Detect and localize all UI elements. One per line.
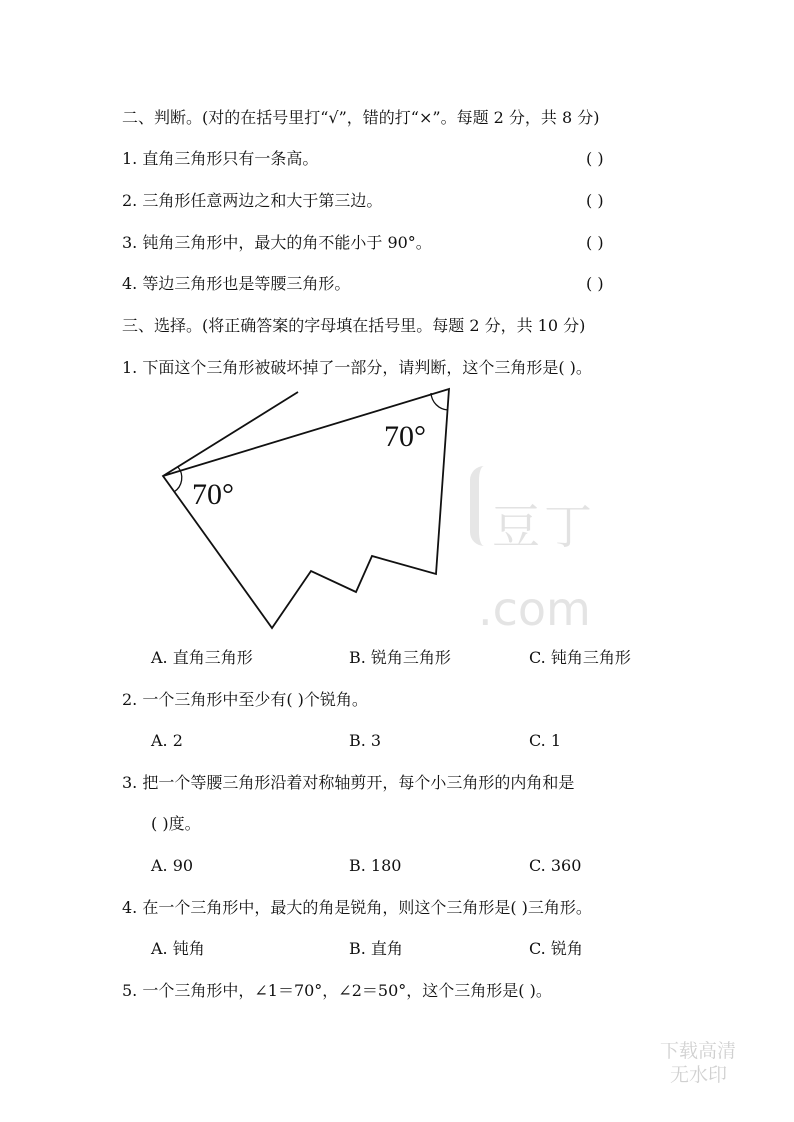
q2-option-c[interactable]: C. 1 (529, 731, 562, 750)
choice-question-3: 3. 把一个等腰三角形沿着对称轴剪开，每个小三角形的内角和是 (122, 773, 575, 792)
section3-header: 三、选择。(将正确答案的字母填在括号里。每题 2 分，共 10 分) (122, 316, 586, 335)
answer-blank-1[interactable]: ( ) (586, 149, 604, 168)
q3-option-c[interactable]: C. 360 (529, 856, 582, 875)
q4-option-a[interactable]: A. 钝角 (151, 939, 205, 958)
judge-question-3: 3. 钝角三角形中，最大的角不能小于 90°。 (122, 233, 432, 252)
angle-arc-right (431, 393, 448, 410)
choice-question-4: 4. 在一个三角形中，最大的角是锐角，则这个三角形是( )三角形。 (122, 898, 592, 917)
q2-option-b[interactable]: B. 3 (349, 731, 382, 750)
angle-label-left: 70° (192, 478, 234, 511)
section2-header: 二、判断。(对的在括号里打“√”，错的打“×”。每题 2 分，共 8 分) (122, 108, 600, 127)
judge-question-1: 1. 直角三角形只有一条高。 (122, 149, 319, 168)
judge-question-4: 4. 等边三角形也是等腰三角形。 (122, 274, 351, 293)
choice-question-5: 5. 一个三角形中，∠1＝70°，∠2＝50°，这个三角形是( )。 (122, 981, 552, 1000)
answer-blank-2[interactable]: ( ) (586, 191, 604, 210)
choice-question-3-continued: ( )度。 (151, 814, 201, 833)
watermark-domain: .com (478, 582, 591, 636)
choice-question-1: 1. 下面这个三角形被破坏掉了一部分，请判断，这个三角形是( )。 (122, 358, 592, 377)
q1-option-c[interactable]: C. 钝角三角形 (529, 648, 631, 667)
q1-option-a[interactable]: A. 直角三角形 (151, 648, 253, 667)
q2-option-a[interactable]: A. 2 (151, 731, 183, 750)
judge-question-2: 2. 三角形任意两边之和大于第三边。 (122, 191, 383, 210)
watermark-badge-line1[interactable]: 下载高清 (660, 1040, 737, 1062)
watermark-badge-line2[interactable]: 无水印 (670, 1064, 728, 1086)
q4-option-c[interactable]: C. 锐角 (529, 939, 583, 958)
angle-label-right: 70° (384, 420, 426, 453)
answer-blank-3[interactable]: ( ) (586, 233, 604, 252)
choice-question-2: 2. 一个三角形中至少有( )个锐角。 (122, 690, 368, 709)
watermark-brand: 豆丁 (492, 499, 597, 555)
q3-option-a[interactable]: A. 90 (151, 856, 194, 875)
answer-blank-4[interactable]: ( ) (586, 274, 604, 293)
q4-option-b[interactable]: B. 直角 (349, 939, 403, 958)
broken-triangle-figure (150, 382, 470, 632)
q3-option-b[interactable]: B. 180 (349, 856, 402, 875)
q1-option-b[interactable]: B. 锐角三角形 (349, 648, 451, 667)
